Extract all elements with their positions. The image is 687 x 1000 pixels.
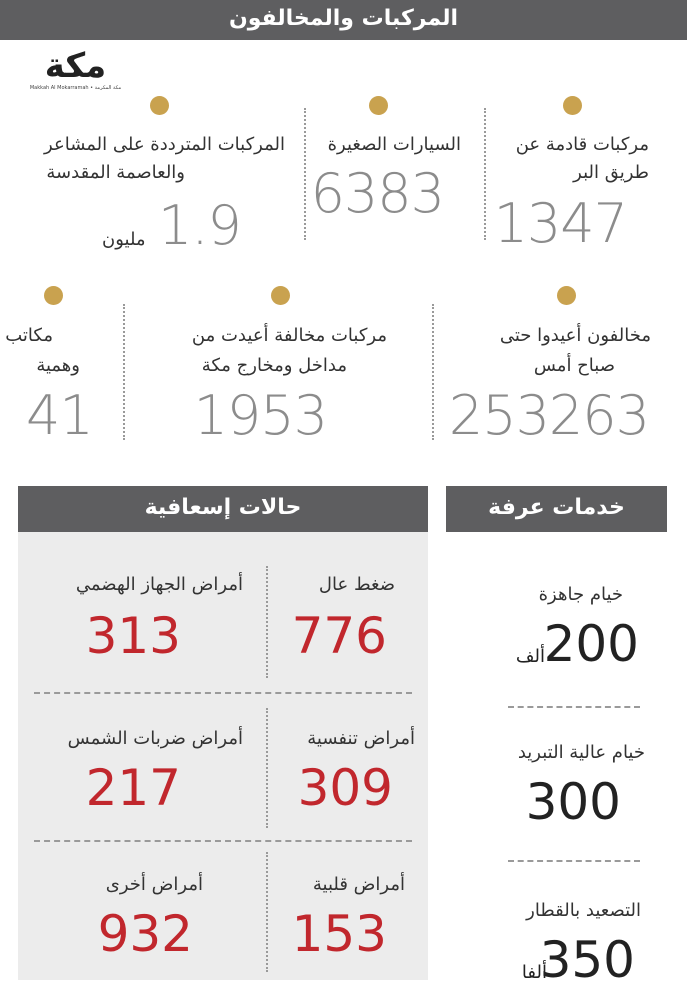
service-label: التصعيد بالقطار [526, 900, 641, 921]
case-label: أمراض أخرى [105, 874, 203, 895]
service-label: خيام عالية التبريد [517, 742, 645, 763]
separator [508, 706, 640, 708]
bullet-dot-icon [557, 286, 576, 305]
bullet-dot-icon [150, 96, 169, 115]
service-label: خيام جاهزة [538, 584, 623, 605]
bullet-dot-icon [271, 286, 290, 305]
stat-label: السيارات الصغيرة [327, 134, 461, 155]
stat-label: والعاصمة المقدسة [46, 162, 185, 183]
stat-label: مركبات قادمة عن [515, 134, 649, 155]
stat-value: 6383 [310, 162, 444, 225]
service-value: 300 [525, 773, 621, 831]
case-value: 776 [291, 607, 387, 665]
stat-value: 1.9 [158, 194, 241, 257]
stat-label: مكاتب [5, 325, 53, 346]
service-value: 350 [539, 931, 635, 989]
cases-title: حالات إسعافية [18, 486, 428, 532]
bullet-dot-icon [563, 96, 582, 115]
logo-subtitle: Makkah Al Mokarramah • مكة المكرمة [29, 85, 122, 91]
separator [484, 108, 486, 240]
case-label: أمراض تنفسية [307, 728, 415, 749]
stat-label: طريق البر [573, 162, 649, 183]
case-value: 217 [85, 759, 181, 817]
separator [34, 840, 412, 842]
separator [34, 692, 412, 694]
separator [304, 108, 306, 240]
makkah-logo [28, 46, 123, 98]
logo-mark: مكة [44, 46, 107, 86]
case-label: ضغط عال [318, 574, 395, 595]
service-unit: ألف [515, 646, 545, 667]
case-label: أمراض قلبية [312, 874, 405, 895]
case-value: 309 [297, 759, 393, 817]
service-unit: ألفا [521, 962, 547, 983]
stat-value: 1347 [493, 192, 627, 255]
stat-value: 253263 [448, 384, 649, 447]
separator [432, 304, 434, 440]
bullet-dot-icon [44, 286, 63, 305]
services-title: خدمات عرفة [446, 486, 667, 532]
stat-label: مركبات مخالفة أعيدت من [191, 325, 387, 346]
separator [123, 304, 125, 440]
stat-label: مداخل ومخارج مكة [201, 355, 347, 376]
separator [508, 860, 640, 862]
separator [266, 852, 268, 972]
case-value: 932 [97, 905, 193, 963]
case-value: 153 [291, 905, 387, 963]
stat-value: 1953 [193, 384, 327, 447]
page-title: المركبات والمخالفون [0, 0, 687, 40]
separator [266, 566, 268, 678]
stat-label: المركبات المترددة على المشاعر [44, 134, 285, 155]
service-value: 200 [543, 615, 639, 673]
separator [266, 708, 268, 828]
stat-value: 41 [26, 384, 93, 447]
case-value: 313 [85, 607, 181, 665]
case-label: أمراض ضربات الشمس [67, 728, 243, 749]
bullet-dot-icon [369, 96, 388, 115]
stat-label: مخالفون أعيدوا حتى [499, 325, 651, 346]
case-label: أمراض الجهاز الهضمي [75, 574, 243, 595]
stat-unit: مليون [102, 229, 146, 250]
stat-label: صباح أمس [533, 355, 615, 376]
stat-label: وهمية [36, 355, 80, 376]
